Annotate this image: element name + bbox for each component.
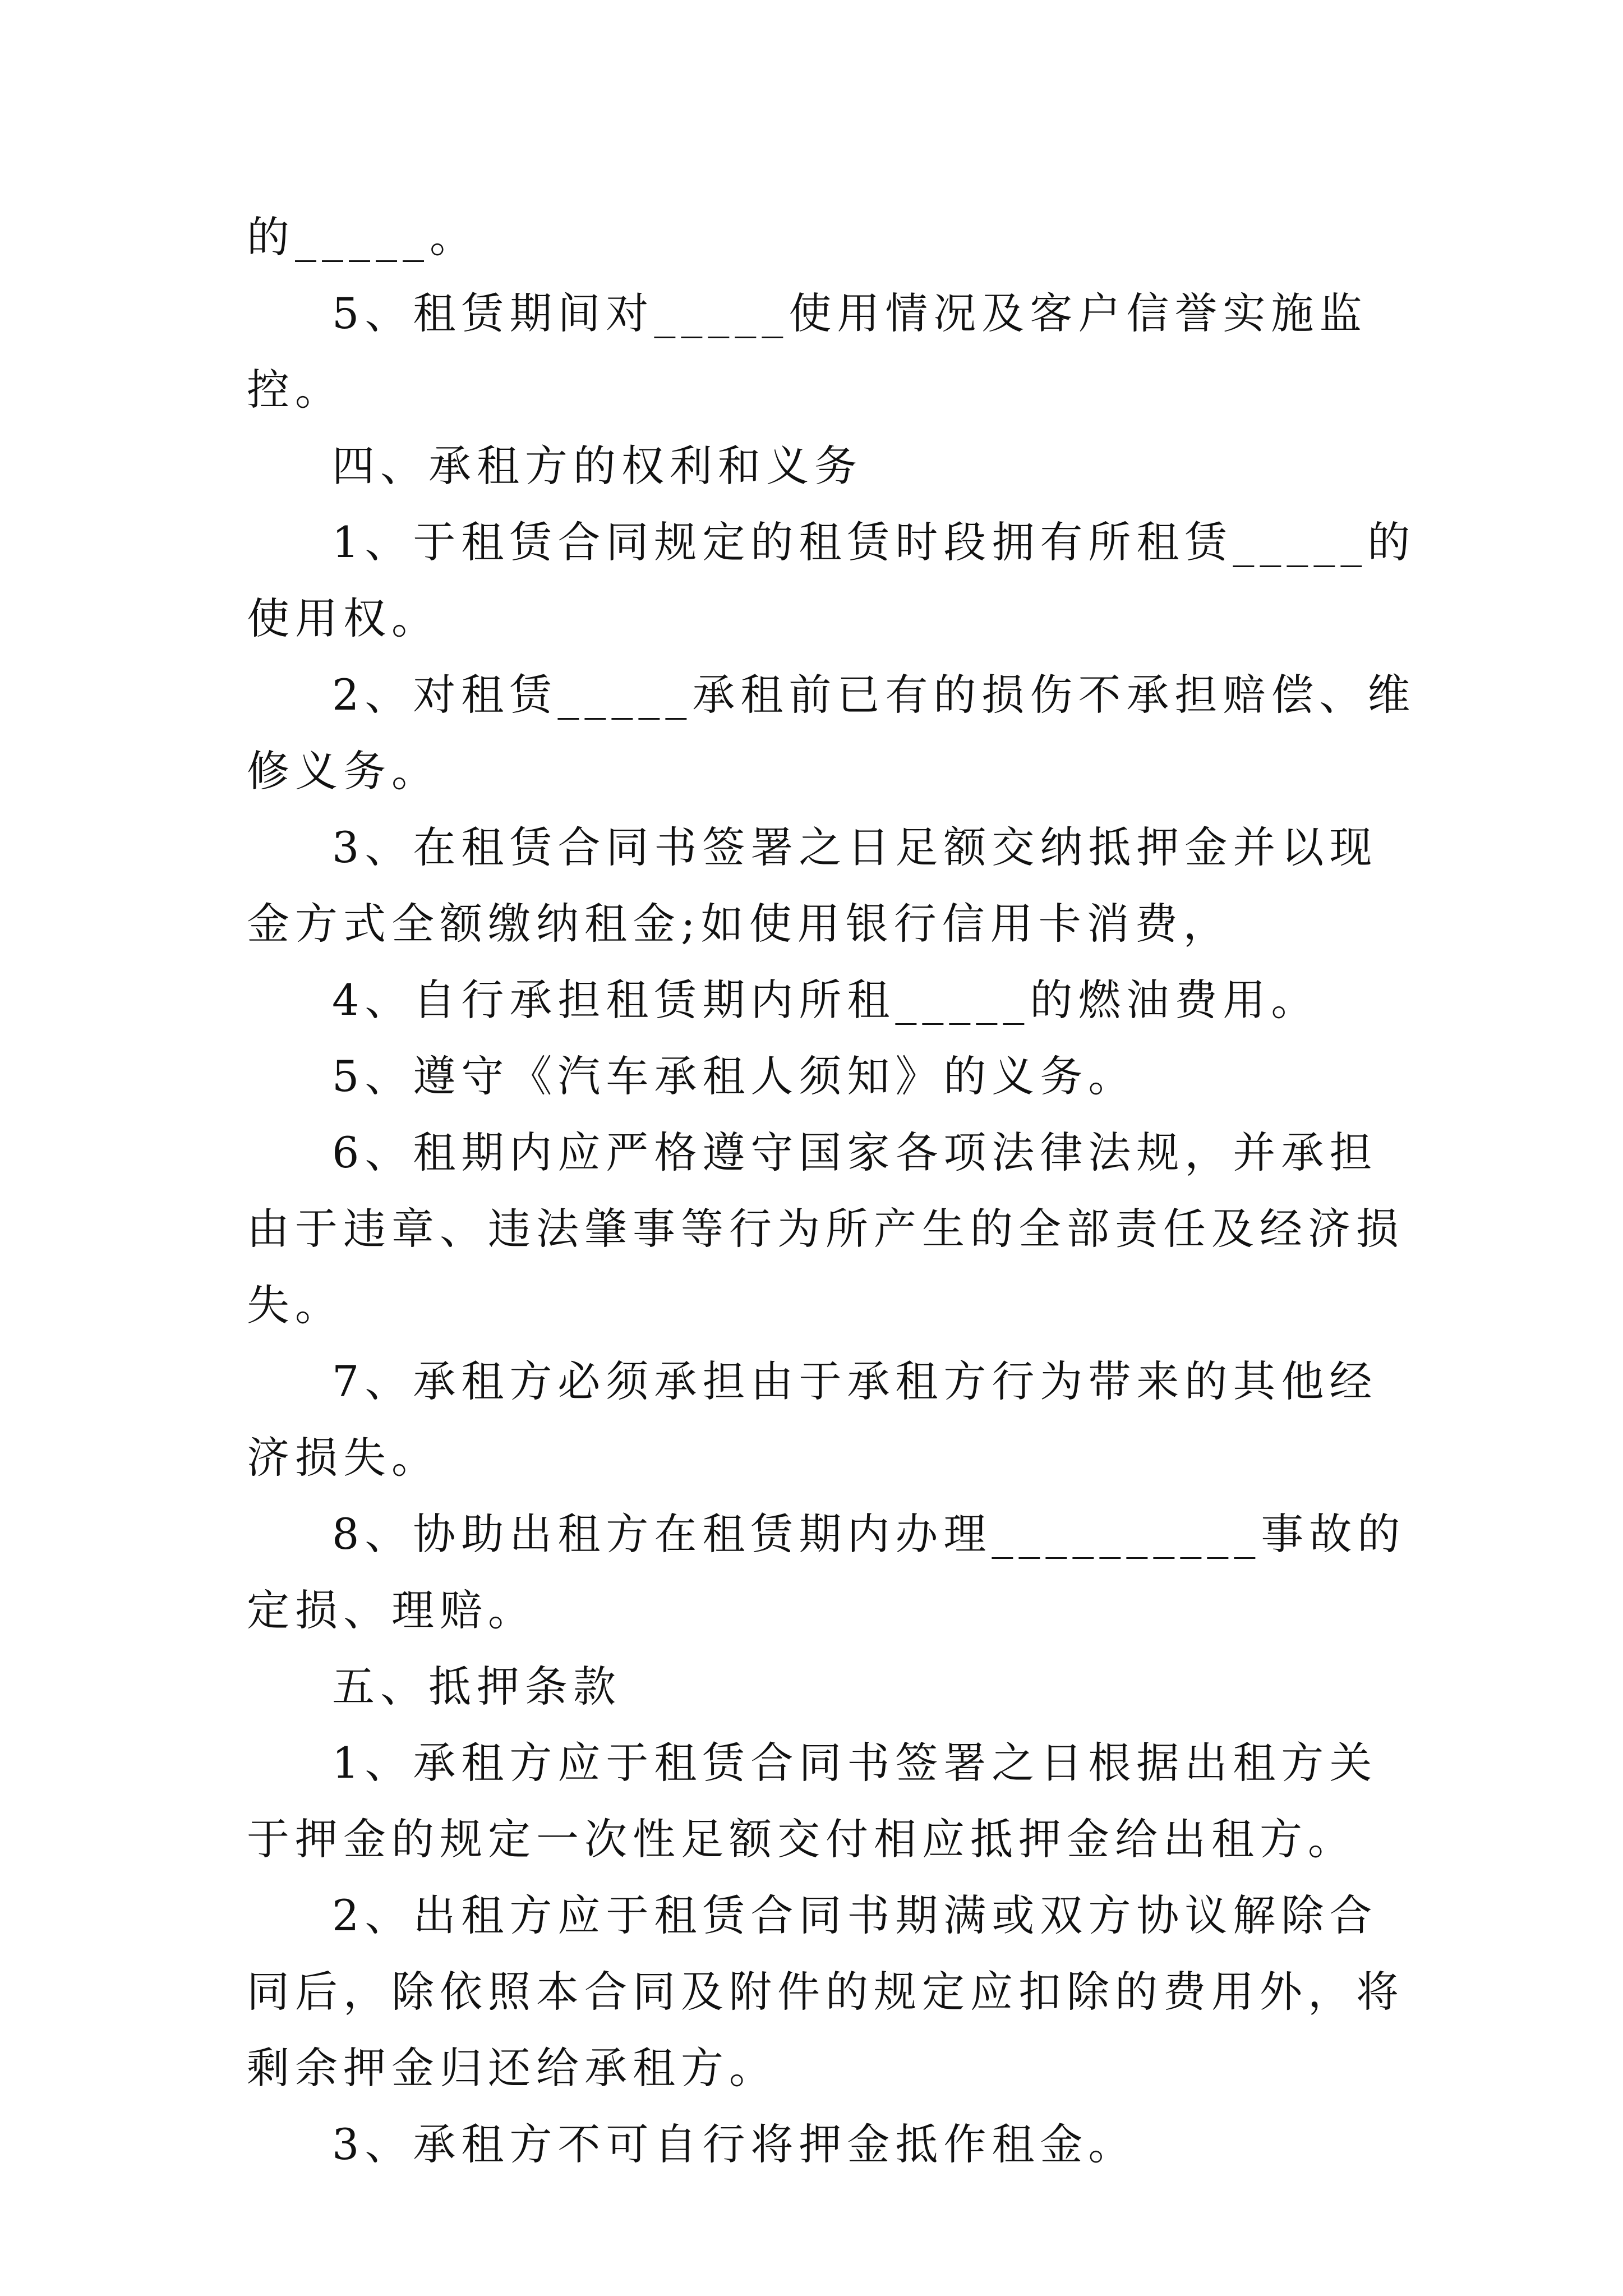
paragraph-lessee-item-4: 4、自行承担租赁期内所租_____的燃油费用。 [332, 975, 1320, 1025]
paragraph-lessee-item-7: 7、承租方必须承担由于承租方行为带来的其他经济损失。 [247, 1356, 1378, 1483]
paragraph-deposit-item-2: 2、出租方应于租赁合同书期满或双方协议解除合同后，除依照本合同及附件的规定应扣除的费用外，将剩余押金归还给承租方。 [247, 1890, 1404, 2093]
document-body [247, 199, 1424, 2183]
paragraph-lessee-item-8: 8、协助出租方在租赁期内办理__________事故的定损、理赔。 [247, 1509, 1406, 1635]
paragraph-lessee-item-3: 3、在租赁合同书签署之日足额交纳抵押金并以现金方式全额缴纳租金;如使用银行信用卡消费， [247, 822, 1378, 949]
paragraph-deposit-item-1: 1、承租方应于租赁合同书签署之日根据出租方关于押金的规定一次性足额交付相应抵押金给出租方。 [247, 1738, 1378, 1864]
paragraph-lessor-item-5: 5、租赁期间对_____使用情况及客户信誉实施监控。 [247, 288, 1368, 415]
paragraph-continuation: 的_____。 [247, 212, 478, 262]
paragraph-lessee-item-2: 2、对租赁_____承租前已有的损伤不承担赔偿、维修义务。 [247, 670, 1416, 796]
paragraph-lessee-item-6: 6、租期内应严格遵守国家各项法律法规，并承担由于违章、违法肇事等行为所产生的全部责任及经济损失。 [247, 1128, 1404, 1330]
section-heading-deposit-terms: 五、抵押条款 [332, 1662, 621, 1711]
section-heading-lessee-rights: 四、承租方的权利和义务 [332, 441, 863, 491]
paragraph-deposit-item-3: 3、承租方不可自行将押金抵作租金。 [332, 2119, 1137, 2169]
paragraph-lessee-item-5: 5、遵守《汽车承租人须知》的义务。 [332, 1051, 1137, 1101]
paragraph-lessee-item-1: 1、于租赁合同规定的租赁时段拥有所租赁_____的使用权。 [247, 517, 1416, 643]
